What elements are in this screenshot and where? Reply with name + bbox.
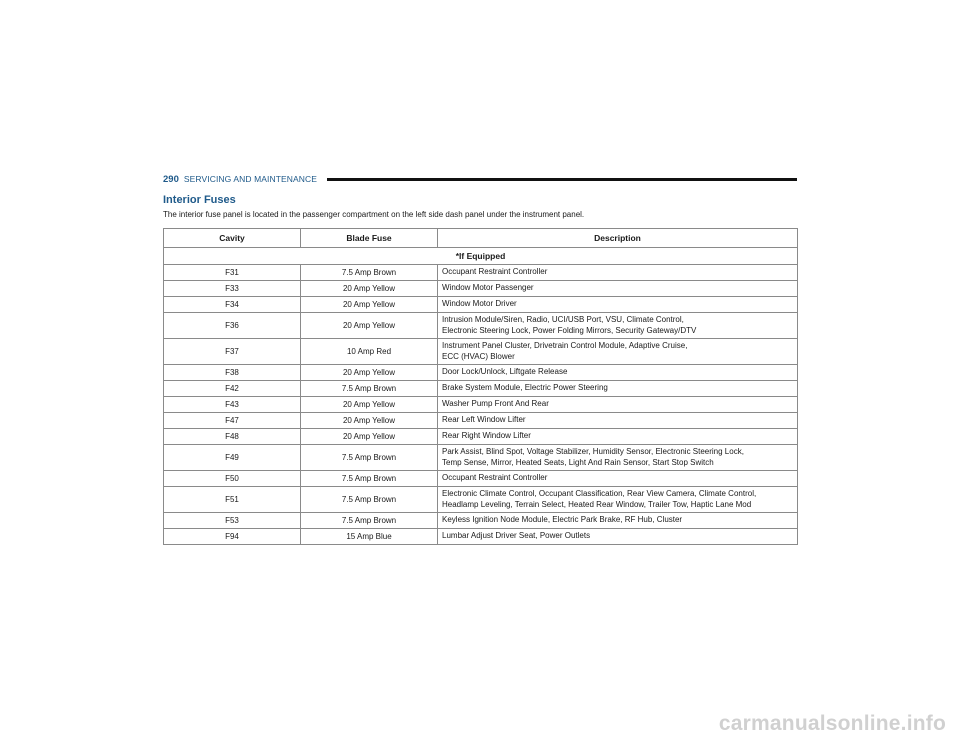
blade-fuse-cell: 7.5 Amp Brown [301,487,438,513]
table-row [164,281,798,297]
description-cell [438,313,798,339]
blade-fuse-cell: 20 Amp Yellow [301,313,438,339]
description-cell [438,429,798,445]
description-line: Occupant Restraint Controller [442,267,548,277]
cavity-cell: F31 [164,265,301,281]
intro-paragraph: The interior fuse panel is located in the passenger compartment on the left side dash panel under the instrument panel. [163,210,585,219]
column-header-description: Description [438,229,798,248]
page-header [163,172,797,186]
description-cell [438,487,798,513]
table-row [164,513,798,529]
description-line: ECC (HVAC) Blower [442,351,515,361]
description-cell [438,529,798,545]
description-cell [438,381,798,397]
cavity-cell: F43 [164,397,301,413]
blade-fuse-cell: 20 Amp Yellow [301,429,438,445]
cavity-cell: F94 [164,529,301,545]
page-number: 290 [163,173,179,185]
interior-fuses-table [163,228,798,545]
blade-fuse-cell: 7.5 Amp Brown [301,445,438,471]
description-line: Temp Sense, Mirror, Heated Seats, Light And Rain Sensor, Start Stop Switch [442,457,714,467]
table-row [164,265,798,281]
description-line: Window Motor Passenger [442,283,534,293]
cavity-cell: F33 [164,281,301,297]
blade-fuse-cell: 20 Amp Yellow [301,365,438,381]
cavity-cell: F36 [164,313,301,339]
cavity-cell: F47 [164,413,301,429]
blade-fuse-cell: 20 Amp Yellow [301,297,438,313]
description-line: Occupant Restraint Controller [442,473,548,483]
description-line: Keyless Ignition Node Module, Electric Park Brake, RF Hub, Cluster [442,515,683,525]
description-cell [438,297,798,313]
blade-fuse-cell: 15 Amp Blue [301,529,438,545]
cavity-cell: F49 [164,445,301,471]
cavity-cell: F50 [164,471,301,487]
description-cell [438,513,798,529]
table-row [164,397,798,413]
description-line: Rear Left Window Lifter [442,415,526,425]
description-line: Intrusion Module/Siren, Radio, UCI/USB Port, VSU, Climate Control, [442,315,684,324]
description-cell [438,413,798,429]
section-title: SERVICING AND MAINTENANCE [183,174,318,184]
blade-fuse-cell: 10 Amp Red [301,339,438,365]
column-header-cavity: Cavity [164,229,301,248]
blade-fuse-cell: 7.5 Amp Brown [301,471,438,487]
description-line: Park Assist, Blind Spot, Voltage Stabilizer, Humidity Sensor, Electronic Steering Lock, [442,447,744,456]
description-line: Brake System Module, Electric Power Steering [442,383,608,393]
cavity-cell: F37 [164,339,301,365]
description-line: Rear Right Window Lifter [442,431,531,441]
table-row [164,339,798,365]
table-row [164,381,798,397]
blade-fuse-cell: 20 Amp Yellow [301,413,438,429]
cavity-cell: F42 [164,381,301,397]
description-line: Electronic Steering Lock, Power Folding Mirrors, Security Gateway/DTV [442,325,697,335]
blade-fuse-cell: 7.5 Amp Brown [301,381,438,397]
header-divider [327,178,797,181]
description-line: Electronic Climate Control, Occupant Classification, Rear View Camera, Climate Control, [442,489,757,498]
blade-fuse-cell: 20 Amp Yellow [301,281,438,297]
cavity-cell: F34 [164,297,301,313]
description-line: Headlamp Leveling, Terrain Select, Heated Rear Window, Trailer Tow, Haptic Lane Mod [442,499,752,509]
cavity-cell: F53 [164,513,301,529]
table-row [164,471,798,487]
table-row [164,487,798,513]
description-cell [438,265,798,281]
section-heading: Interior Fuses [163,194,236,206]
cavity-cell: F48 [164,429,301,445]
description-line: Door Lock/Unlock, Liftgate Release [442,367,568,377]
description-line: Window Motor Driver [442,299,517,309]
table-header-row [164,229,798,248]
table-row [164,529,798,545]
description-line: Washer Pump Front And Rear [442,399,549,409]
description-cell [438,471,798,487]
table-row [164,429,798,445]
if-equipped-note: *If Equipped [164,248,798,265]
blade-fuse-cell: 7.5 Amp Brown [301,513,438,529]
blade-fuse-cell: 7.5 Amp Brown [301,265,438,281]
blade-fuse-cell: 20 Amp Yellow [301,397,438,413]
description-cell [438,445,798,471]
description-cell [438,365,798,381]
column-header-blade-fuse: Blade Fuse [301,229,438,248]
cavity-cell: F38 [164,365,301,381]
watermark-logo: carmanualsonline.info [718,712,946,735]
cavity-cell: F51 [164,487,301,513]
table-row [164,365,798,381]
description-line: Instrument Panel Cluster, Drivetrain Control Module, Adaptive Cruise, [442,341,688,350]
table-row [164,297,798,313]
if-equipped-row [164,248,798,265]
description-cell [438,339,798,365]
table-row [164,413,798,429]
table-row [164,313,798,339]
table-row [164,445,798,471]
description-cell [438,397,798,413]
description-cell [438,281,798,297]
description-line: Lumbar Adjust Driver Seat, Power Outlets [442,531,591,541]
